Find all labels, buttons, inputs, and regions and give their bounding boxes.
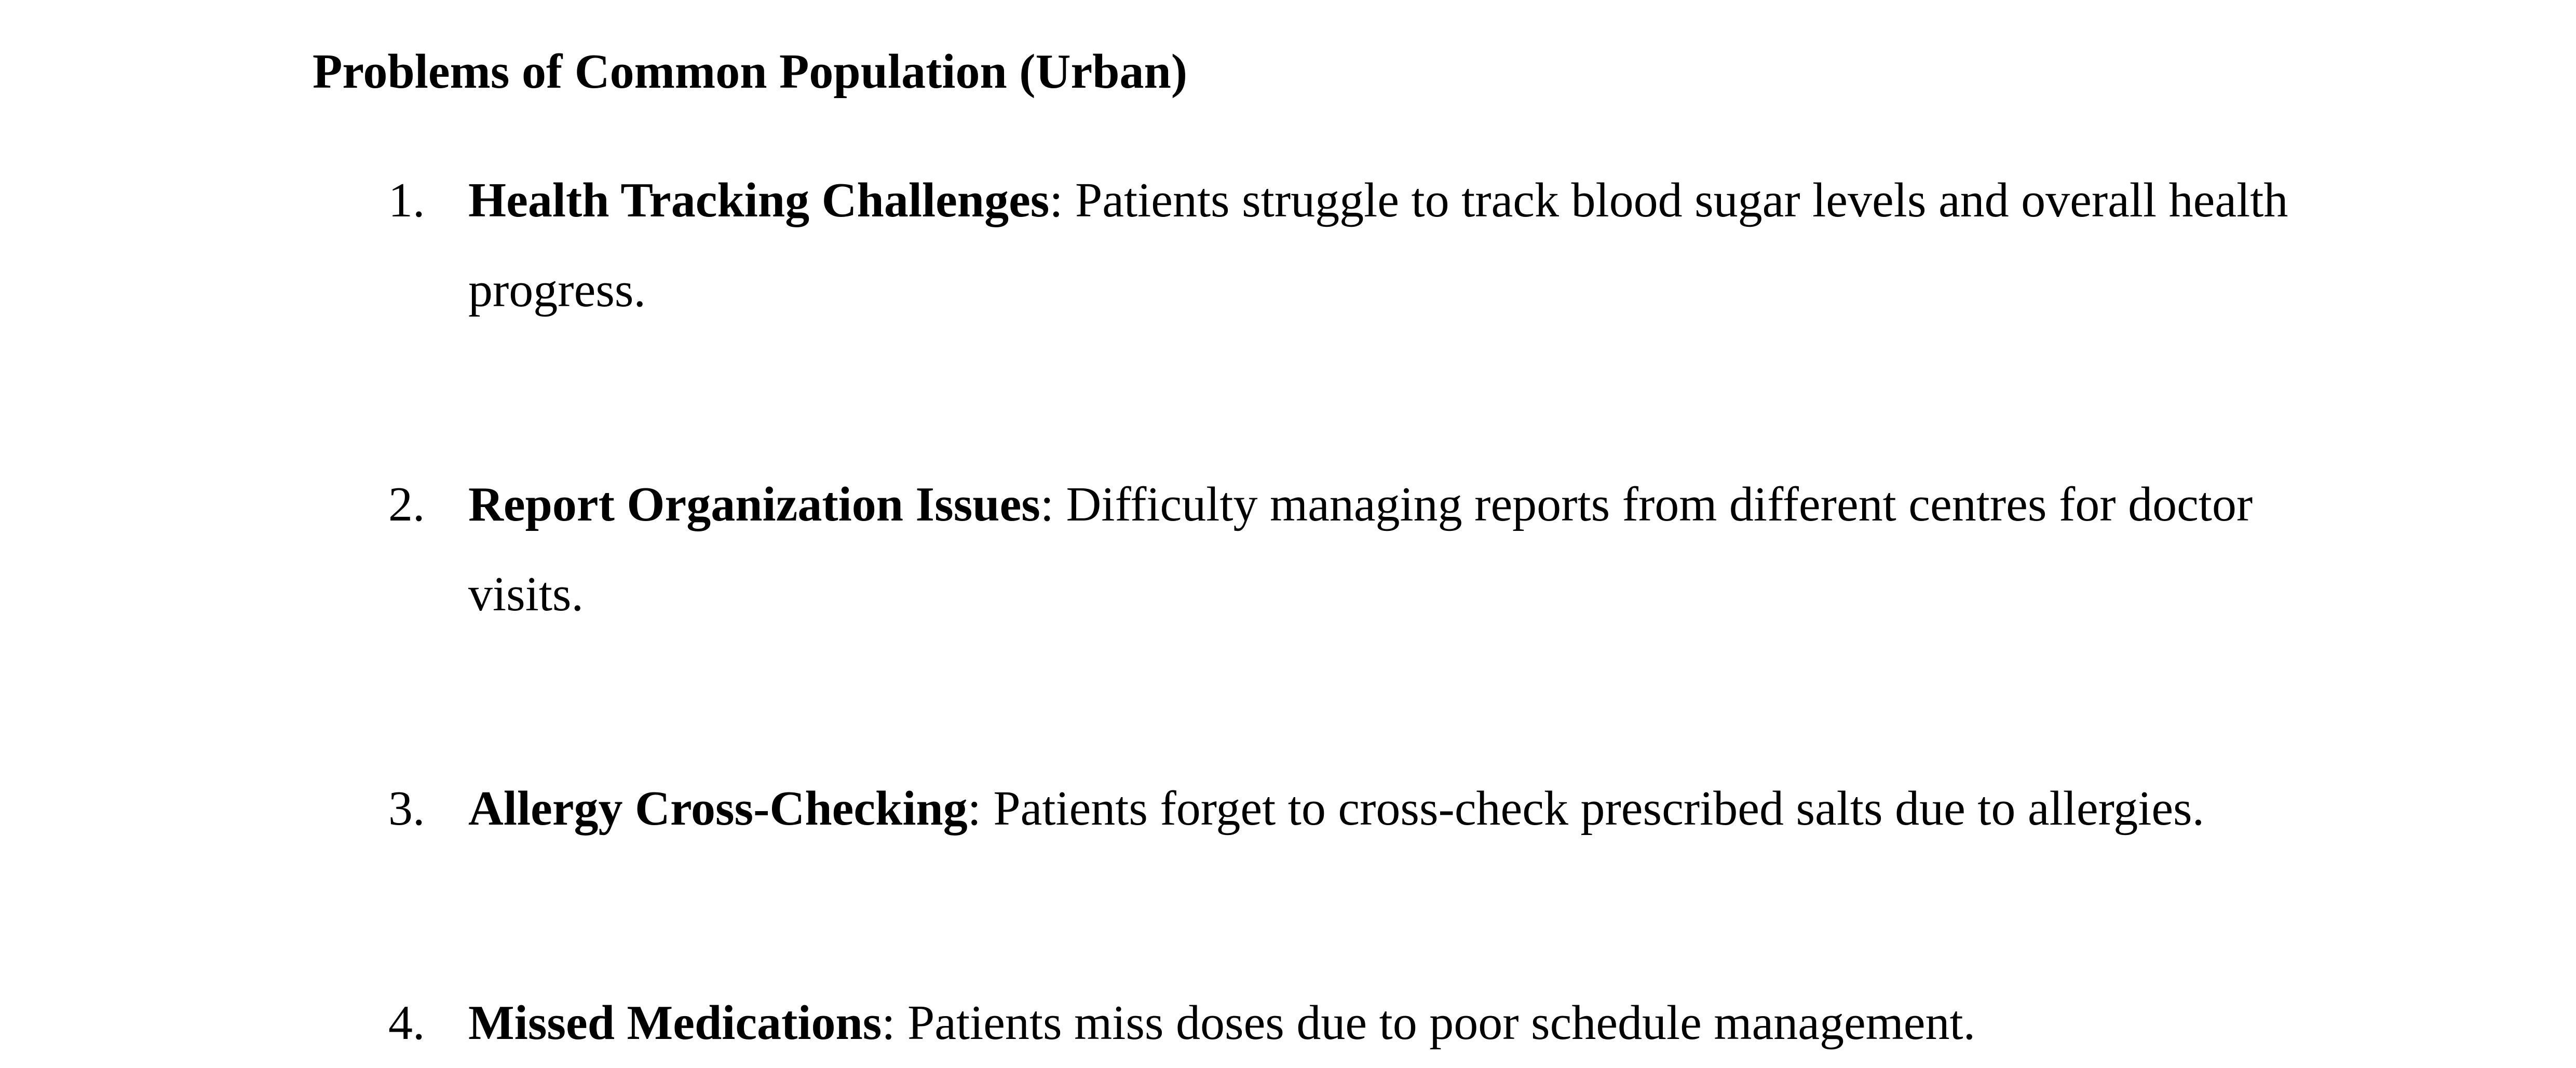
list-item-term: Report Organization Issues <box>468 477 1040 531</box>
list-item <box>0 764 2296 854</box>
list-item <box>0 460 2296 639</box>
list-item-description: : Patients forget to cross-check prescribed salts due to allergies. <box>967 782 2205 836</box>
list-item <box>0 978 2296 1068</box>
list-item-term: Missed Medications <box>468 996 882 1050</box>
list-item-number: 4. <box>388 996 425 1050</box>
list-item <box>0 156 2296 335</box>
section-heading: Problems of Common Population (Urban) <box>313 45 1188 99</box>
list-item-term: Health Tracking Challenges <box>468 173 1050 227</box>
list-item-number: 3. <box>388 782 425 836</box>
list-item-number: 1. <box>388 173 425 227</box>
list-item-term: Allergy Cross-Checking <box>468 782 968 836</box>
list-item-description: : Difficulty managing reports from different centres for doctor visits. <box>468 477 2253 621</box>
problem-list <box>0 156 2576 1068</box>
list-item-number: 2. <box>388 477 425 531</box>
list-item-description: : Patients struggle to track blood sugar levels and overall health progress. <box>468 173 2288 317</box>
list-item-description: : Patients miss doses due to poor schedule management. <box>882 996 1976 1050</box>
